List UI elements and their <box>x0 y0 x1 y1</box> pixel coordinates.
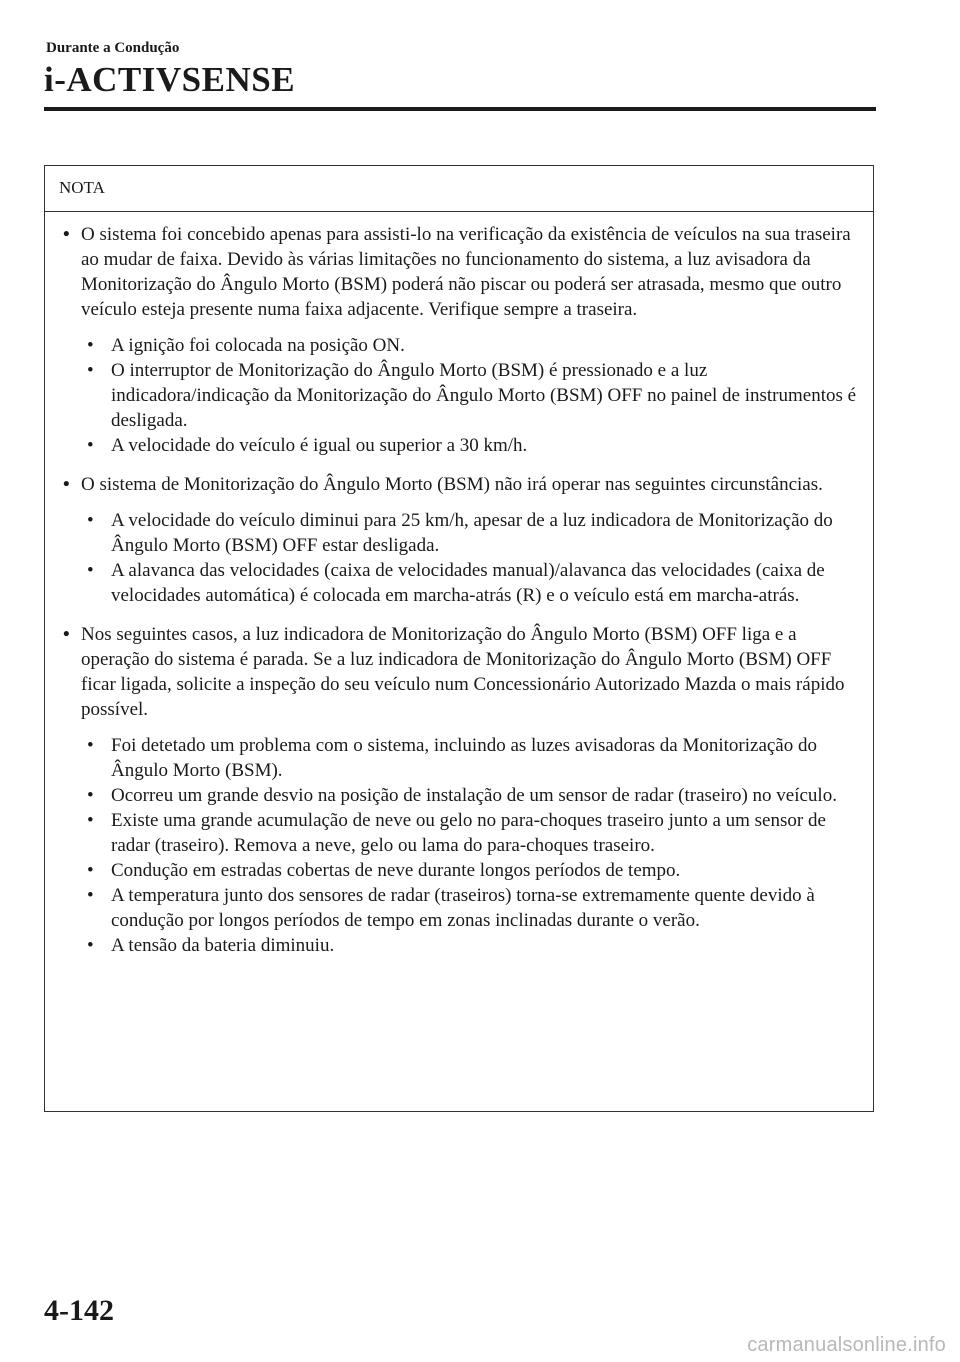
list-item-text: A velocidade do veículo é igual ou superior a 30 km/h. <box>111 435 528 456</box>
list-item <box>63 433 857 458</box>
list-item <box>63 733 857 783</box>
sub-list <box>63 333 857 458</box>
note-body <box>45 212 873 958</box>
note-item <box>63 622 857 722</box>
page-number: 4-142 <box>44 1294 114 1327</box>
list-item-text: Foi detetado um problema com o sistema, incluindo as luzes avisadoras da Monitorização do Ângulo Morto (BSM). <box>111 735 817 781</box>
list-item <box>63 783 857 808</box>
note-item <box>63 472 857 497</box>
bullet-icon: • <box>87 360 94 381</box>
bullet-icon: • <box>87 935 94 956</box>
bullet-icon: • <box>87 735 94 756</box>
bullet-icon: • <box>87 560 94 581</box>
bullet-icon: • <box>87 885 94 906</box>
note-box <box>44 165 874 1112</box>
list-item-text: O interruptor de Monitorização do Ângulo Morto (BSM) é pressionado e a luz indicadora/indicação da Monitorização do Ângulo Morto (BSM) OFF no painel de instrumentos é desligada. <box>111 360 857 431</box>
list-item-text: A tensão da bateria diminuiu. <box>111 935 335 956</box>
bullet-icon: • <box>87 860 94 881</box>
sub-list <box>63 733 857 958</box>
sub-list <box>63 508 857 608</box>
list-item-text: A velocidade do veículo diminui para 25 km/h, apesar de a luz indicadora de Monitorização do Ângulo Morto (BSM) OFF estar desligada. <box>111 510 833 556</box>
chapter-title: i-ACTIVSENSE <box>44 60 296 99</box>
list-item-text: Existe uma grande acumulação de neve ou gelo no para-choques traseiro junto a um sensor de radar (traseiro). Remova a neve, gelo ou lama do para-choques traseiro. <box>111 810 826 856</box>
list-item <box>63 558 857 608</box>
list-item <box>63 508 857 558</box>
list-item <box>63 808 857 858</box>
note-item <box>63 222 857 322</box>
bullet-dot-icon: • <box>63 624 70 645</box>
note-item-text: Nos seguintes casos, a luz indicadora de Monitorização do Ângulo Morto (BSM) OFF liga e a operação do sistema é parada. Se a luz indicadora de Monitorização do Ângulo Morto (BSM) OFF ficar ligada, solicite a inspeção do seu veículo num Concessionário Autorizado Mazda o mais rápido possível. <box>81 624 845 720</box>
title-rule <box>44 107 876 111</box>
list-item <box>63 883 857 933</box>
bullet-icon: • <box>87 810 94 831</box>
watermark: carmanualsonline.info <box>747 1334 946 1356</box>
list-item-text: Ocorreu um grande desvio na posição de instalação de um sensor de radar (traseiro) no veículo. <box>111 785 837 806</box>
list-item-text: A alavanca das velocidades (caixa de velocidades manual)/alavanca das velocidades (caixa de velocidades automática) é colocada em marcha-atrás (R) e o veículo está em marcha-atrás. <box>111 560 825 606</box>
list-item <box>63 333 857 358</box>
list-item-text: A ignição foi colocada na posição ON. <box>111 335 405 356</box>
list-item <box>63 358 857 433</box>
note-item-text: O sistema de Monitorização do Ângulo Morto (BSM) não irá operar nas seguintes circunstâncias. <box>81 474 823 495</box>
list-item <box>63 933 857 958</box>
note-item-text: O sistema foi concebido apenas para assisti-lo na verificação da existência de veículos na sua traseira ao mudar de faixa. Devido às várias limitações no funcionamento do sistema, a luz avisadora da Monitorização do Ângulo Morto (BSM) poderá não piscar ou poderá ser atrasada, mesmo que outro veículo esteja presente numa faixa adjacente. Verifique sempre a traseira. <box>81 224 851 320</box>
bullet-icon: • <box>87 510 94 531</box>
bullet-icon: • <box>87 335 94 356</box>
note-heading: NOTA <box>45 166 873 212</box>
bullet-dot-icon: • <box>63 474 70 495</box>
list-item-text: A temperatura junto dos sensores de radar (traseiros) torna-se extremamente quente devido à condução por longos períodos de tempo em zonas inclinadas durante o verão. <box>111 885 815 931</box>
list-item <box>63 858 857 883</box>
list-item-text: Condução em estradas cobertas de neve durante longos períodos de tempo. <box>111 860 681 881</box>
bullet-icon: • <box>87 785 94 806</box>
section-label: Durante a Condução <box>46 40 180 56</box>
bullet-icon: • <box>87 435 94 456</box>
bullet-dot-icon: • <box>63 224 70 245</box>
